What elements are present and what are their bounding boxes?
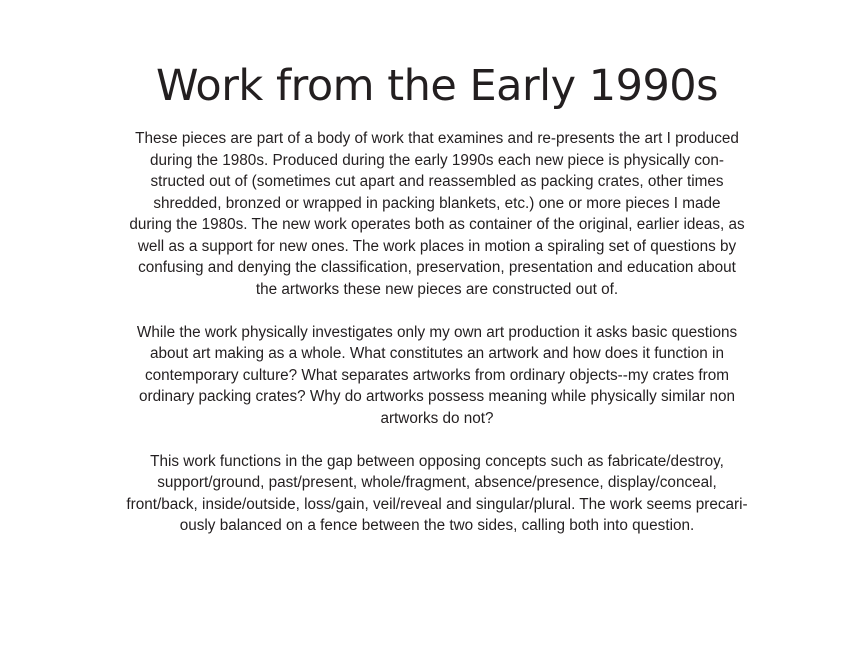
text-line: ously balanced on a fence between the two sides, calling both into question. — [179, 517, 695, 534]
text-line: contemporary culture? What separates artworks from ordinary objects--my crates from — [144, 366, 730, 384]
page-title: Work from the Early 1990s — [155, 61, 719, 111]
paragraph-intro — [100, 128, 774, 300]
body-text — [100, 128, 774, 558]
paragraph-concepts — [100, 451, 774, 537]
paragraph-questions — [100, 322, 774, 430]
text-line: front/back, inside/outside, loss/gain, veil/reveal and singular/plural. The work seems precari- — [126, 495, 748, 513]
text-line: shredded, bronzed or wrapped in packing blankets, etc.) one or more pieces I made — [153, 194, 721, 212]
text-line: confusing and denying the classification, preservation, presentation and education about — [138, 259, 736, 276]
text-line: about art making as a whole. What constitutes an artwork and how does it function in — [150, 345, 724, 362]
text-line: during the 1980s. The new work operates both as container of the original, earlier ideas, as — [129, 216, 745, 233]
text-line: artworks do not? — [380, 409, 494, 427]
text-line: This work functions in the gap between opposing concepts such as fabricate/destroy, — [150, 452, 724, 470]
text-line: the artworks these new pieces are constructed out of. — [255, 280, 619, 298]
text-line: well as a support for new ones. The work places in motion a spiraling set of questions by — [137, 237, 737, 255]
text-line: during the 1980s. Produced during the early 1990s each new piece is physically con- — [150, 151, 724, 169]
text-line: While the work physically investigates only my own art production it asks basic questions — [136, 323, 738, 341]
text-line: ordinary packing crates? Why do artworks possess meaning while physically similar non — [139, 388, 735, 405]
text-line: support/ground, past/present, whole/fragment, absence/presence, display/conceal, — [157, 474, 717, 491]
text-line: structed out of (sometimes cut apart and reassembled as packing crates, other times — [150, 173, 724, 190]
text-line: These pieces are part of a body of work that examines and re-presents the art I produced — [135, 130, 739, 147]
